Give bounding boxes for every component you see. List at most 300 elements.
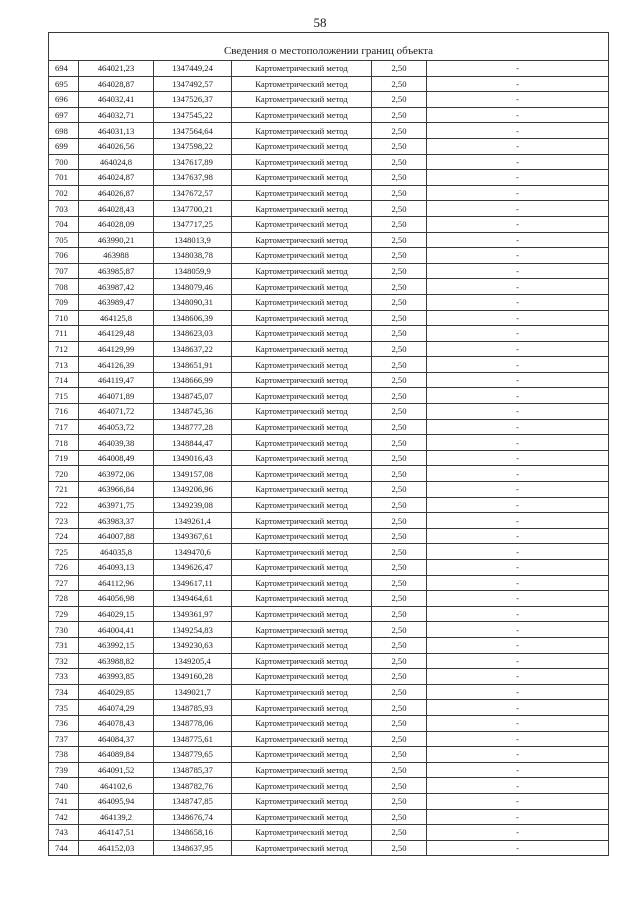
description-cell: - [427, 513, 609, 529]
method-cell: Картометрический метод [232, 637, 372, 653]
table-row [49, 684, 609, 700]
point-number-cell: 719 [49, 450, 79, 466]
method-cell: Картометрический метод [232, 404, 372, 420]
coord-y-cell: 1347492,57 [154, 76, 232, 92]
method-cell: Картометрический метод [232, 248, 372, 264]
point-number-cell: 728 [49, 591, 79, 607]
coord-x-cell: 464053,72 [79, 419, 154, 435]
description-cell: - [427, 185, 609, 201]
method-cell: Картометрический метод [232, 450, 372, 466]
coord-y-cell: 1349205,4 [154, 653, 232, 669]
table-row [49, 107, 609, 123]
coord-x-cell: 464112,96 [79, 575, 154, 591]
accuracy-cell: 2,50 [372, 92, 427, 108]
accuracy-cell: 2,50 [372, 606, 427, 622]
accuracy-cell: 2,50 [372, 466, 427, 482]
coord-y-cell: 1349021,7 [154, 684, 232, 700]
coord-x-cell: 464074,29 [79, 700, 154, 716]
coord-y-cell: 1349206,96 [154, 482, 232, 498]
method-cell: Картометрический метод [232, 310, 372, 326]
method-cell: Картометрический метод [232, 591, 372, 607]
accuracy-cell: 2,50 [372, 310, 427, 326]
coord-y-cell: 1349261,4 [154, 513, 232, 529]
table-top-spacer [49, 33, 609, 42]
coord-y-cell: 1349626,47 [154, 560, 232, 576]
method-cell: Картометрический метод [232, 560, 372, 576]
coord-y-cell: 1349239,08 [154, 497, 232, 513]
accuracy-cell: 2,50 [372, 591, 427, 607]
coord-x-cell: 464028,87 [79, 76, 154, 92]
coord-x-cell: 464139,2 [79, 809, 154, 825]
table-row [49, 450, 609, 466]
table-row [49, 357, 609, 373]
point-number-cell: 717 [49, 419, 79, 435]
table-row [49, 700, 609, 716]
description-cell: - [427, 294, 609, 310]
method-cell: Картометрический метод [232, 715, 372, 731]
coord-y-cell: 1348745,07 [154, 388, 232, 404]
method-cell: Картометрический метод [232, 216, 372, 232]
coord-x-cell: 464032,71 [79, 107, 154, 123]
table-row [49, 435, 609, 451]
point-number-cell: 742 [49, 809, 79, 825]
table-row [49, 825, 609, 841]
description-cell: - [427, 107, 609, 123]
accuracy-cell: 2,50 [372, 419, 427, 435]
description-cell: - [427, 372, 609, 388]
table-row [49, 310, 609, 326]
description-cell: - [427, 793, 609, 809]
coord-x-cell: 464039,38 [79, 435, 154, 451]
accuracy-cell: 2,50 [372, 263, 427, 279]
coord-y-cell: 1349617,11 [154, 575, 232, 591]
method-cell: Картометрический метод [232, 840, 372, 856]
coord-x-cell: 464028,09 [79, 216, 154, 232]
point-number-cell: 744 [49, 840, 79, 856]
coord-y-cell: 1348666,99 [154, 372, 232, 388]
description-cell: - [427, 825, 609, 841]
coord-y-cell: 1347526,37 [154, 92, 232, 108]
coord-x-cell: 464129,99 [79, 341, 154, 357]
method-cell: Картометрический метод [232, 762, 372, 778]
description-cell: - [427, 154, 609, 170]
point-number-cell: 703 [49, 201, 79, 217]
table-row [49, 762, 609, 778]
coord-x-cell: 463993,85 [79, 669, 154, 685]
table-caption-row [49, 41, 609, 61]
coord-x-cell: 464147,51 [79, 825, 154, 841]
point-number-cell: 743 [49, 825, 79, 841]
description-cell: - [427, 466, 609, 482]
method-cell: Картометрический метод [232, 653, 372, 669]
description-cell: - [427, 731, 609, 747]
coord-y-cell: 1349230,63 [154, 637, 232, 653]
method-cell: Картометрический метод [232, 341, 372, 357]
method-cell: Картометрический метод [232, 669, 372, 685]
description-cell: - [427, 326, 609, 342]
accuracy-cell: 2,50 [372, 357, 427, 373]
table-row [49, 560, 609, 576]
coord-x-cell: 464119,47 [79, 372, 154, 388]
method-cell: Картометрический метод [232, 606, 372, 622]
coord-x-cell: 464071,72 [79, 404, 154, 420]
point-number-cell: 735 [49, 700, 79, 716]
coord-y-cell: 1347545,22 [154, 107, 232, 123]
method-cell: Картометрический метод [232, 419, 372, 435]
coord-x-cell: 463988 [79, 248, 154, 264]
description-cell: - [427, 809, 609, 825]
description-cell: - [427, 762, 609, 778]
description-cell: - [427, 341, 609, 357]
coord-x-cell: 463992,15 [79, 637, 154, 653]
table-row [49, 92, 609, 108]
method-cell: Картометрический метод [232, 435, 372, 451]
coord-x-cell: 463990,21 [79, 232, 154, 248]
table-row [49, 482, 609, 498]
table-row [49, 263, 609, 279]
point-number-cell: 701 [49, 170, 79, 186]
table-row [49, 201, 609, 217]
method-cell: Картометрический метод [232, 466, 372, 482]
point-number-cell: 697 [49, 107, 79, 123]
table-row [49, 637, 609, 653]
table-row [49, 279, 609, 295]
description-cell: - [427, 560, 609, 576]
accuracy-cell: 2,50 [372, 715, 427, 731]
method-cell: Картометрический метод [232, 513, 372, 529]
coord-y-cell: 1349016,43 [154, 450, 232, 466]
coord-x-cell: 464035,8 [79, 544, 154, 560]
description-cell: - [427, 528, 609, 544]
point-number-cell: 729 [49, 606, 79, 622]
point-number-cell: 706 [49, 248, 79, 264]
method-cell: Картометрический метод [232, 92, 372, 108]
table-row [49, 513, 609, 529]
method-cell: Картометрический метод [232, 357, 372, 373]
coord-y-cell: 1347617,89 [154, 154, 232, 170]
table-row [49, 840, 609, 856]
page-number: 58 [313, 15, 327, 30]
description-cell: - [427, 637, 609, 653]
coord-x-cell: 463989,47 [79, 294, 154, 310]
coord-y-cell: 1348844,47 [154, 435, 232, 451]
coord-x-cell: 464032,41 [79, 92, 154, 108]
coord-x-cell: 463971,75 [79, 497, 154, 513]
accuracy-cell: 2,50 [372, 731, 427, 747]
coord-y-cell: 1349464,61 [154, 591, 232, 607]
coord-y-cell: 1348785,37 [154, 762, 232, 778]
coord-x-cell: 464029,85 [79, 684, 154, 700]
table-row [49, 528, 609, 544]
coord-y-cell: 1348038,78 [154, 248, 232, 264]
coord-x-cell: 463966,84 [79, 482, 154, 498]
point-number-cell: 720 [49, 466, 79, 482]
coord-y-cell: 1348059,9 [154, 263, 232, 279]
table-row [49, 138, 609, 154]
method-cell: Картометрический метод [232, 123, 372, 139]
point-number-cell: 700 [49, 154, 79, 170]
point-number-cell: 723 [49, 513, 79, 529]
method-cell: Картометрический метод [232, 747, 372, 763]
description-cell: - [427, 715, 609, 731]
point-number-cell: 705 [49, 232, 79, 248]
accuracy-cell: 2,50 [372, 248, 427, 264]
table-row [49, 185, 609, 201]
table-row [49, 778, 609, 794]
accuracy-cell: 2,50 [372, 138, 427, 154]
accuracy-cell: 2,50 [372, 684, 427, 700]
description-cell: - [427, 435, 609, 451]
description-cell: - [427, 201, 609, 217]
description-cell: - [427, 700, 609, 716]
method-cell: Картометрический метод [232, 279, 372, 295]
accuracy-cell: 2,50 [372, 435, 427, 451]
accuracy-cell: 2,50 [372, 107, 427, 123]
coord-x-cell: 464071,89 [79, 388, 154, 404]
accuracy-cell: 2,50 [372, 201, 427, 217]
point-number-cell: 710 [49, 310, 79, 326]
accuracy-cell: 2,50 [372, 840, 427, 856]
accuracy-cell: 2,50 [372, 232, 427, 248]
point-number-cell: 695 [49, 76, 79, 92]
coord-y-cell: 1349160,28 [154, 669, 232, 685]
coord-x-cell: 463983,37 [79, 513, 154, 529]
coord-y-cell: 1347598,22 [154, 138, 232, 154]
description-cell: - [427, 357, 609, 373]
point-number-cell: 731 [49, 637, 79, 653]
coord-y-cell: 1348785,93 [154, 700, 232, 716]
accuracy-cell: 2,50 [372, 76, 427, 92]
coord-x-cell: 464129,48 [79, 326, 154, 342]
accuracy-cell: 2,50 [372, 622, 427, 638]
description-cell: - [427, 575, 609, 591]
method-cell: Картометрический метод [232, 138, 372, 154]
coord-y-cell: 1348079,46 [154, 279, 232, 295]
table-row [49, 154, 609, 170]
point-number-cell: 724 [49, 528, 79, 544]
accuracy-cell: 2,50 [372, 560, 427, 576]
point-number-cell: 711 [49, 326, 79, 342]
method-cell: Картометрический метод [232, 294, 372, 310]
method-cell: Картометрический метод [232, 232, 372, 248]
coord-x-cell: 464008,49 [79, 450, 154, 466]
method-cell: Картометрический метод [232, 372, 372, 388]
accuracy-cell: 2,50 [372, 61, 427, 77]
coord-y-cell: 1349361,97 [154, 606, 232, 622]
coord-x-cell: 464026,56 [79, 138, 154, 154]
description-cell: - [427, 591, 609, 607]
point-number-cell: 733 [49, 669, 79, 685]
description-cell: - [427, 653, 609, 669]
coord-x-cell: 463972,06 [79, 466, 154, 482]
coord-x-cell: 464024,8 [79, 154, 154, 170]
coord-y-cell: 1347672,57 [154, 185, 232, 201]
coord-x-cell: 464026,87 [79, 185, 154, 201]
method-cell: Картометрический метод [232, 544, 372, 560]
method-cell: Картометрический метод [232, 326, 372, 342]
coord-y-cell: 1347564,64 [154, 123, 232, 139]
point-number-cell: 699 [49, 138, 79, 154]
method-cell: Картометрический метод [232, 107, 372, 123]
accuracy-cell: 2,50 [372, 497, 427, 513]
coord-x-cell: 464125,8 [79, 310, 154, 326]
table-caption: Сведения о местоположении границ объекта [49, 41, 609, 61]
table-row [49, 123, 609, 139]
accuracy-cell: 2,50 [372, 575, 427, 591]
description-cell: - [427, 622, 609, 638]
point-number-cell: 726 [49, 560, 79, 576]
description-cell: - [427, 450, 609, 466]
coord-x-cell: 463985,87 [79, 263, 154, 279]
description-cell: - [427, 123, 609, 139]
method-cell: Картометрический метод [232, 170, 372, 186]
coord-x-cell: 464004,41 [79, 622, 154, 638]
point-number-cell: 702 [49, 185, 79, 201]
coord-x-cell: 464056,98 [79, 591, 154, 607]
point-number-cell: 718 [49, 435, 79, 451]
coord-x-cell: 463988,82 [79, 653, 154, 669]
coord-y-cell: 1348651,91 [154, 357, 232, 373]
table-row [49, 622, 609, 638]
description-cell: - [427, 419, 609, 435]
table-row [49, 715, 609, 731]
coord-x-cell: 464029,15 [79, 606, 154, 622]
table-row [49, 404, 609, 420]
accuracy-cell: 2,50 [372, 669, 427, 685]
description-cell: - [427, 138, 609, 154]
table-row [49, 326, 609, 342]
accuracy-cell: 2,50 [372, 279, 427, 295]
coord-x-cell: 463987,42 [79, 279, 154, 295]
table-row [49, 61, 609, 77]
accuracy-cell: 2,50 [372, 653, 427, 669]
coord-y-cell: 1347449,24 [154, 61, 232, 77]
coord-x-cell: 464078,43 [79, 715, 154, 731]
accuracy-cell: 2,50 [372, 388, 427, 404]
coord-x-cell: 464126,39 [79, 357, 154, 373]
point-number-cell: 713 [49, 357, 79, 373]
coord-y-cell: 1349157,08 [154, 466, 232, 482]
point-number-cell: 737 [49, 731, 79, 747]
point-number-cell: 709 [49, 294, 79, 310]
coord-y-cell: 1348658,16 [154, 825, 232, 841]
accuracy-cell: 2,50 [372, 762, 427, 778]
description-cell: - [427, 747, 609, 763]
point-number-cell: 727 [49, 575, 79, 591]
description-cell: - [427, 778, 609, 794]
point-number-cell: 716 [49, 404, 79, 420]
point-number-cell: 714 [49, 372, 79, 388]
coord-x-cell: 464021,23 [79, 61, 154, 77]
table-row [49, 341, 609, 357]
method-cell: Картометрический метод [232, 622, 372, 638]
table-row [49, 731, 609, 747]
coord-x-cell: 464095,94 [79, 793, 154, 809]
point-number-cell: 740 [49, 778, 79, 794]
coord-y-cell: 1348745,36 [154, 404, 232, 420]
point-number-cell: 712 [49, 341, 79, 357]
description-cell: - [427, 92, 609, 108]
accuracy-cell: 2,50 [372, 372, 427, 388]
coord-y-cell: 1349254,83 [154, 622, 232, 638]
table-row [49, 388, 609, 404]
coord-y-cell: 1349470,6 [154, 544, 232, 560]
method-cell: Картометрический метод [232, 76, 372, 92]
coord-x-cell: 464031,13 [79, 123, 154, 139]
coord-x-cell: 464093,13 [79, 560, 154, 576]
point-number-cell: 721 [49, 482, 79, 498]
description-cell: - [427, 497, 609, 513]
coord-y-cell: 1348623,03 [154, 326, 232, 342]
description-cell: - [427, 840, 609, 856]
description-cell: - [427, 170, 609, 186]
accuracy-cell: 2,50 [372, 123, 427, 139]
description-cell: - [427, 606, 609, 622]
point-number-cell: 696 [49, 92, 79, 108]
coord-y-cell: 1348637,22 [154, 341, 232, 357]
point-number-cell: 725 [49, 544, 79, 560]
accuracy-cell: 2,50 [372, 294, 427, 310]
point-number-cell: 698 [49, 123, 79, 139]
coord-y-cell: 1347717,25 [154, 216, 232, 232]
description-cell: - [427, 216, 609, 232]
table-row [49, 747, 609, 763]
point-number-cell: 736 [49, 715, 79, 731]
description-cell: - [427, 669, 609, 685]
coord-y-cell: 1348778,06 [154, 715, 232, 731]
accuracy-cell: 2,50 [372, 482, 427, 498]
accuracy-cell: 2,50 [372, 809, 427, 825]
method-cell: Картометрический метод [232, 154, 372, 170]
coord-x-cell: 464091,52 [79, 762, 154, 778]
description-cell: - [427, 61, 609, 77]
accuracy-cell: 2,50 [372, 528, 427, 544]
method-cell: Картометрический метод [232, 201, 372, 217]
point-number-cell: 708 [49, 279, 79, 295]
coord-x-cell: 464152,03 [79, 840, 154, 856]
description-cell: - [427, 263, 609, 279]
point-number-cell: 704 [49, 216, 79, 232]
table-row [49, 606, 609, 622]
table-row [49, 466, 609, 482]
description-cell: - [427, 248, 609, 264]
coord-y-cell: 1347637,98 [154, 170, 232, 186]
coord-y-cell: 1348779,65 [154, 747, 232, 763]
accuracy-cell: 2,50 [372, 793, 427, 809]
table-row [49, 170, 609, 186]
boundary-coordinates-table [48, 32, 609, 856]
accuracy-cell: 2,50 [372, 513, 427, 529]
table-row [49, 544, 609, 560]
coord-y-cell: 1348777,28 [154, 419, 232, 435]
method-cell: Картометрический метод [232, 185, 372, 201]
description-cell: - [427, 482, 609, 498]
coord-x-cell: 464028,43 [79, 201, 154, 217]
accuracy-cell: 2,50 [372, 326, 427, 342]
coord-y-cell: 1348747,85 [154, 793, 232, 809]
accuracy-cell: 2,50 [372, 216, 427, 232]
table-row [49, 419, 609, 435]
table-row [49, 294, 609, 310]
coord-x-cell: 464007,88 [79, 528, 154, 544]
description-cell: - [427, 232, 609, 248]
coord-y-cell: 1349367,61 [154, 528, 232, 544]
table-row [49, 497, 609, 513]
table-row [49, 372, 609, 388]
coord-y-cell: 1348676,74 [154, 809, 232, 825]
method-cell: Картометрический метод [232, 575, 372, 591]
description-cell: - [427, 404, 609, 420]
